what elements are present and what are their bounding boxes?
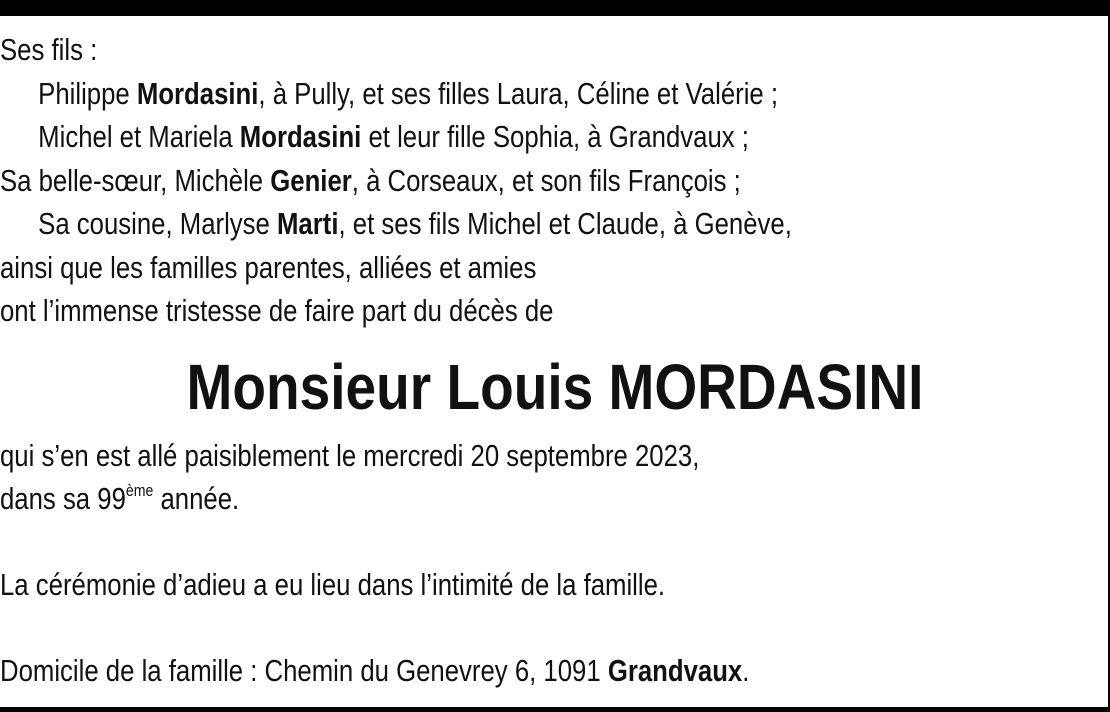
address-line: Domicile de la famille : Chemin du Genevrey 6, 1091 Grandvaux. <box>0 653 750 688</box>
closing-line: ont l’immense tristesse de faire part du décès de <box>0 293 554 328</box>
top-rule <box>0 0 1110 16</box>
family-line: Philippe Mordasini, à Pully, et ses filles Laura, Céline et Valérie ; <box>38 75 779 111</box>
family-line: Sa belle-sœur, Michèle Genier, à Corseaux, et son fils François ; <box>0 162 741 198</box>
death-line: qui s’en est allé paisiblement le mercredi 20 septembre 2023, <box>0 438 700 473</box>
deceased-name: Monsieur Louis MORDASINI <box>186 351 924 423</box>
spacer <box>0 520 913 563</box>
bottom-rule <box>0 707 1110 712</box>
spacer <box>0 606 913 649</box>
family-line: Michel et Mariela Mordasini et leur fille Sophia, à Grandvaux ; <box>38 119 749 154</box>
family-surname: Genier <box>270 162 352 198</box>
notice-details <box>0 434 913 692</box>
closing-line: ainsi que les familles parentes, alliées et amies <box>0 249 537 285</box>
intro-heading: Ses fils : <box>0 32 98 67</box>
ceremony-line: La cérémonie d’adieu a eu lieu dans l’intimité de la famille. <box>0 567 666 602</box>
age-line: dans sa 99ème année. <box>0 481 240 516</box>
family-surname: Marti <box>276 206 339 241</box>
family-surname: Mordasini <box>136 75 259 111</box>
family-line: Sa cousine, Marlyse Marti, et ses fils Michel et Claude, à Genève, <box>38 206 792 241</box>
address-locality: Grandvaux <box>607 653 743 688</box>
family-announcement <box>0 28 913 333</box>
family-surname: Mordasini <box>239 119 362 154</box>
